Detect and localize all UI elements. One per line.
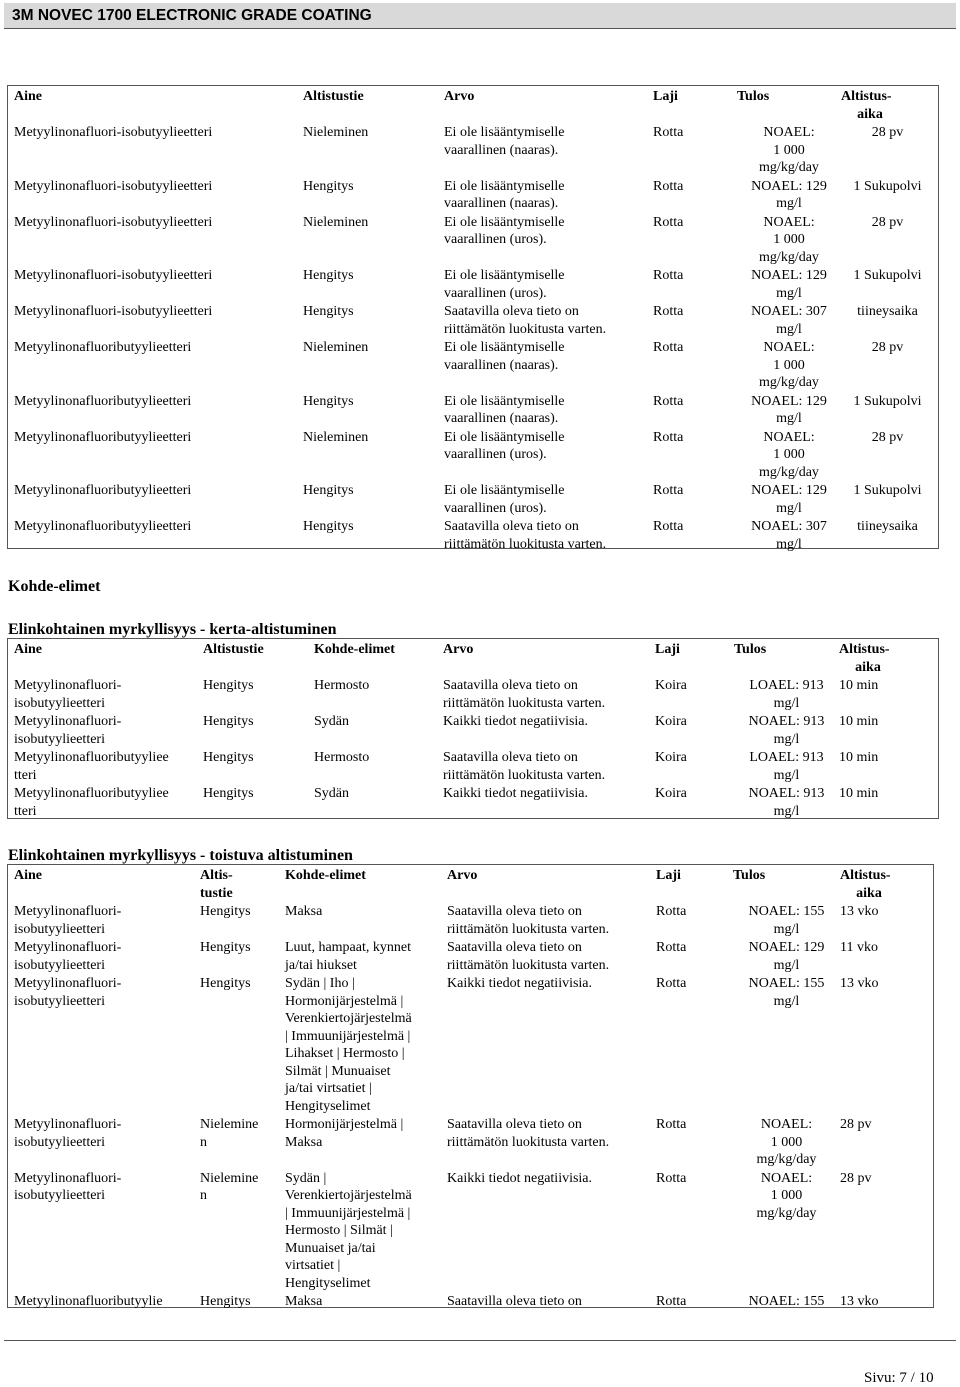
cell-aine: Metyylinonafluoributyylieetteri xyxy=(14,483,192,498)
cell-arvo: Kaikki tiedot negatiivisia. xyxy=(443,714,589,729)
cell-laji: Koira xyxy=(655,678,687,693)
cell-altistusaika: 13 vko xyxy=(840,904,879,919)
page-number: Sivu: 7 / 10 xyxy=(864,1370,934,1386)
cell-altistustie: Nieleminen xyxy=(303,429,369,445)
table-row xyxy=(14,213,934,267)
col-altistustie: Altistustie xyxy=(203,642,264,657)
cell-kohde-elimet: Sydän | Iho | Hormonijärjestelmä | Verenkiertojärjestelmä | Immuunijärjestelmä | Lihakset | Hermosto | Silmät | Munuaiset ja/tai virtsatiet | Hengityselimet xyxy=(285,976,412,1114)
cell-laji: Rotta xyxy=(653,340,684,355)
cell-aine: Metyylinonafluoributyylieetteri xyxy=(14,429,192,445)
cell-tulos: NOAEL: 1 000 mg/kg/day xyxy=(759,214,819,265)
cell-altistustie: Nielemine n xyxy=(200,1117,259,1150)
cell-aine: Metyylinonafluoributyylie xyxy=(14,1294,163,1309)
table-row xyxy=(14,974,929,1115)
cell-altistusaika: 1 Sukupolvi xyxy=(853,268,922,283)
cell-tulos: NOAEL: 155 xyxy=(748,1294,825,1309)
cell-tulos: NOAEL: 1 000 mg/kg/day xyxy=(756,1170,817,1221)
cell-altistustie: Nieleminen xyxy=(303,125,369,140)
cell-arvo: Saatavilla oleva tieto on xyxy=(447,1294,582,1309)
cell-laji: Rotta xyxy=(653,483,684,498)
cell-altistusaika: 1 Sukupolvi xyxy=(853,483,922,498)
cell-altistustie: Hengitys xyxy=(303,268,354,283)
cell-kohde-elimet: Maksa xyxy=(285,904,323,919)
cell-laji: Rotta xyxy=(653,268,684,283)
cell-altistusaika: 10 min xyxy=(839,750,879,765)
cell-altistustie: Nielemine n xyxy=(200,1170,259,1203)
table-row xyxy=(14,428,934,482)
cell-arvo: Ei ole lisääntymiselle vaarallinen (uros). xyxy=(444,214,565,247)
cell-aine: Metyylinonafluori- isobutyylieetteri xyxy=(14,976,122,1009)
cell-kohde-elimet: Hormonijärjestelmä | Maksa xyxy=(285,1117,404,1150)
footer-divider xyxy=(4,1340,956,1341)
table-row xyxy=(14,1169,929,1293)
col-arvo: Arvo xyxy=(444,89,475,104)
col-tulos: Tulos xyxy=(737,89,770,104)
cell-aine: Metyylinonafluori- isobutyylieetteri xyxy=(14,678,122,711)
cell-kohde-elimet: Sydän xyxy=(314,714,349,729)
table-row xyxy=(14,748,934,784)
col-aine: Aine xyxy=(14,89,42,104)
document-title: 3M NOVEC 1700 ELECTRONIC GRADE COATING xyxy=(12,7,372,24)
cell-aine: Metyylinonafluori-isobutyylieetteri xyxy=(14,268,213,283)
cell-laji: Rotta xyxy=(653,178,684,194)
cell-aine: Metyylinonafluori-isobutyylieetteri xyxy=(14,178,213,194)
cell-tulos: NOAEL: 129 mg/l xyxy=(751,178,827,211)
table-row xyxy=(14,302,934,338)
repeated-exposure-title: Elinkohtainen myrkyllisyys - toistuva altistuminen xyxy=(8,847,353,864)
cell-tulos: NOAEL: 913 mg/l xyxy=(748,714,825,747)
cell-tulos: NOAEL: 129 mg/l xyxy=(751,393,827,426)
cell-laji: Rotta xyxy=(653,393,684,409)
table-repeated-exposure xyxy=(14,866,929,1311)
cell-tulos: NOAEL: 129 mg/l xyxy=(751,483,827,516)
cell-altistusaika: 11 vko xyxy=(840,940,878,955)
table-reproductive xyxy=(14,87,934,553)
cell-altistusaika: 28 pv xyxy=(871,125,904,140)
col-altistusaika: Altistus- aika xyxy=(841,89,892,122)
cell-tulos: LOAEL: 913 mg/l xyxy=(749,750,824,783)
cell-altistustie: Nieleminen xyxy=(303,340,369,355)
cell-tulos: NOAEL: 155 mg/l xyxy=(748,904,825,937)
cell-arvo: Kaikki tiedot negatiivisia. xyxy=(447,976,593,991)
cell-arvo: Ei ole lisääntymiselle vaarallinen (naaras). xyxy=(444,340,565,373)
document-header xyxy=(4,3,956,28)
cell-altistusaika: 10 min xyxy=(839,678,879,693)
col-aine: Aine xyxy=(14,642,42,657)
cell-altistustie: Hengitys xyxy=(203,714,254,729)
cell-altistusaika: 10 min xyxy=(839,786,879,801)
cell-tulos: NOAEL: 1 000 mg/kg/day xyxy=(759,429,819,480)
cell-arvo: Saatavilla oleva tieto on riittämätön luokitusta varten. xyxy=(444,304,607,337)
table-row xyxy=(14,902,929,938)
cell-altistusaika: tiineysaika xyxy=(857,304,918,319)
cell-altistustie: Hengitys xyxy=(200,904,251,919)
header-divider xyxy=(4,28,956,29)
cell-arvo: Ei ole lisääntymiselle vaarallinen (uros). xyxy=(444,483,565,516)
cell-altistusaika: 28 pv xyxy=(871,340,904,355)
table-row xyxy=(14,266,934,302)
single-exposure-title: Elinkohtainen myrkyllisyys - kerta-altistuminen xyxy=(8,621,337,638)
col-altistusaika: Altistus- aika xyxy=(839,642,890,675)
cell-tulos: NOAEL: 129 mg/l xyxy=(748,940,825,973)
table-single-exposure xyxy=(14,640,934,820)
cell-tulos: NOAEL: 307 mg/l xyxy=(751,304,827,337)
col-altistusaika: Altistus- aika xyxy=(840,868,891,901)
table-row xyxy=(14,938,929,974)
cell-kohde-elimet: Sydän xyxy=(314,786,349,801)
cell-laji: Rotta xyxy=(653,125,684,140)
cell-laji: Koira xyxy=(655,714,687,729)
col-laji: Laji xyxy=(653,89,678,104)
col-kohde-elimet: Kohde-elimet xyxy=(285,868,366,883)
cell-kohde-elimet: Hermosto xyxy=(314,750,370,765)
cell-altistustie: Hengitys xyxy=(200,1294,251,1309)
col-aine: Aine xyxy=(14,868,42,883)
table-row xyxy=(14,712,934,748)
cell-altistusaika: 13 vko xyxy=(840,1294,879,1309)
cell-altistusaika: 28 pv xyxy=(871,214,904,230)
table-row xyxy=(14,1292,929,1311)
cell-aine: Metyylinonafluoributyylieetteri xyxy=(14,519,192,534)
section-title-kohde-elimet: Kohde-elimet xyxy=(8,578,101,595)
cell-arvo: Saatavilla oleva tieto on riittämätön luokitusta varten. xyxy=(443,750,606,783)
cell-altistusaika: 28 pv xyxy=(840,1170,872,1186)
cell-tulos: NOAEL: 913 mg/l xyxy=(748,786,825,819)
cell-arvo: Saatavilla oleva tieto on riittämätön luokitusta varten. xyxy=(447,940,610,973)
cell-arvo: Kaikki tiedot negatiivisia. xyxy=(443,786,589,801)
cell-tulos: NOAEL: 1 000 mg/kg/day xyxy=(759,125,819,175)
cell-arvo: Saatavilla oleva tieto on riittämätön luokitusta varten. xyxy=(443,678,606,711)
cell-laji: Rotta xyxy=(653,519,684,534)
cell-arvo: Ei ole lisääntymiselle vaarallinen (naaras). xyxy=(444,393,565,426)
cell-aine: Metyylinonafluori-isobutyylieetteri xyxy=(14,125,213,140)
col-kohde-elimet: Kohde-elimet xyxy=(314,642,395,657)
col-tulos: Tulos xyxy=(733,868,766,883)
cell-kohde-elimet: Hermosto xyxy=(314,678,370,693)
cell-laji: Rotta xyxy=(656,904,687,919)
cell-aine: Metyylinonafluori- isobutyylieetteri xyxy=(14,940,122,973)
cell-aine: Metyylinonafluoributyyliee tteri xyxy=(14,750,169,783)
cell-aine: Metyylinonafluoributyylieetteri xyxy=(14,340,192,355)
cell-arvo: Ei ole lisääntymiselle vaarallinen (uros). xyxy=(444,429,565,462)
table-row xyxy=(14,392,934,428)
cell-laji: Rotta xyxy=(653,214,684,230)
col-arvo: Arvo xyxy=(447,868,478,883)
cell-aine: Metyylinonafluoributyylieetteri xyxy=(14,393,192,409)
cell-altistustie: Hengitys xyxy=(203,750,254,765)
table-row xyxy=(14,123,934,177)
cell-arvo: Saatavilla oleva tieto on riittämätön luokitusta varten. xyxy=(447,1117,610,1150)
cell-laji: Rotta xyxy=(656,1294,687,1309)
cell-altistustie: Hengitys xyxy=(303,178,354,194)
table-header-row xyxy=(14,866,929,902)
cell-tulos: NOAEL: 155 mg/l xyxy=(748,976,825,1009)
table-row xyxy=(14,784,934,820)
col-tulos: Tulos xyxy=(734,642,767,657)
col-altistustie: Altis- tustie xyxy=(200,868,233,901)
cell-laji: Rotta xyxy=(653,429,684,445)
col-laji: Laji xyxy=(656,868,681,883)
cell-altistustie: Hengitys xyxy=(303,393,354,409)
cell-laji: Koira xyxy=(655,750,687,765)
cell-altistustie: Hengitys xyxy=(203,678,254,693)
cell-kohde-elimet: Maksa xyxy=(285,1294,323,1309)
cell-tulos: NOAEL: 307 mg/l xyxy=(751,519,827,552)
cell-altistustie: Hengitys xyxy=(203,786,254,801)
cell-altistusaika: 10 min xyxy=(839,714,879,729)
cell-aine: Metyylinonafluori- isobutyylieetteri xyxy=(14,1117,122,1150)
cell-laji: Rotta xyxy=(656,1170,687,1186)
table-header-row xyxy=(14,640,934,676)
cell-laji: Rotta xyxy=(656,940,687,955)
cell-aine: Metyylinonafluori- isobutyylieetteri xyxy=(14,904,122,937)
cell-altistustie: Hengitys xyxy=(303,304,354,319)
cell-altistusaika: 13 vko xyxy=(840,976,879,991)
cell-altistustie: Hengitys xyxy=(200,940,251,955)
cell-arvo: Saatavilla oleva tieto on riittämätön luokitusta varten. xyxy=(447,904,610,937)
cell-altistustie: Hengitys xyxy=(303,519,354,534)
cell-laji: Rotta xyxy=(656,1117,687,1132)
table-header-row xyxy=(14,87,934,123)
col-arvo: Arvo xyxy=(443,642,474,657)
cell-arvo: Kaikki tiedot negatiivisia. xyxy=(447,1170,593,1186)
cell-altistusaika: tiineysaika xyxy=(857,519,918,534)
cell-arvo: Ei ole lisääntymiselle vaarallinen (naaras). xyxy=(444,178,565,211)
cell-aine: Metyylinonafluori- isobutyylieetteri xyxy=(14,1170,122,1203)
table-row xyxy=(14,1115,929,1169)
cell-tulos: LOAEL: 913 mg/l xyxy=(749,678,824,711)
cell-altistusaika: 1 Sukupolvi xyxy=(853,393,922,409)
col-laji: Laji xyxy=(655,642,680,657)
cell-aine: Metyylinonafluori-isobutyylieetteri xyxy=(14,214,213,230)
table-row xyxy=(14,481,934,517)
cell-kohde-elimet: Luut, hampaat, kynnet ja/tai hiukset xyxy=(285,940,411,973)
cell-laji: Koira xyxy=(655,786,687,801)
cell-altistusaika: 28 pv xyxy=(871,429,904,445)
cell-aine: Metyylinonafluoributyyliee tteri xyxy=(14,786,169,819)
cell-arvo: Saatavilla oleva tieto on riittämätön luokitusta varten. xyxy=(444,519,607,552)
cell-laji: Rotta xyxy=(656,976,687,991)
cell-kohde-elimet: Sydän | Verenkiertojärjestelmä | Immuunijärjestelmä | Hermosto | Silmät | Munuaiset ja/tai virtsatiet | Hengityselimet xyxy=(285,1170,412,1291)
col-altistustie: Altistustie xyxy=(303,89,364,104)
cell-altistustie: Hengitys xyxy=(303,483,354,498)
cell-altistustie: Nieleminen xyxy=(303,214,369,230)
table-row xyxy=(14,676,934,712)
cell-aine: Metyylinonafluori-isobutyylieetteri xyxy=(14,304,213,319)
cell-laji: Rotta xyxy=(653,304,684,319)
cell-tulos: NOAEL: 1 000 mg/kg/day xyxy=(756,1117,817,1167)
cell-arvo: Ei ole lisääntymiselle vaarallinen (naaras). xyxy=(444,125,565,158)
table-row xyxy=(14,177,934,213)
cell-altistusaika: 1 Sukupolvi xyxy=(853,178,922,194)
cell-aine: Metyylinonafluori- isobutyylieetteri xyxy=(14,714,122,747)
table-row xyxy=(14,338,934,392)
cell-arvo: Ei ole lisääntymiselle vaarallinen (uros). xyxy=(444,268,565,301)
cell-altistusaika: 28 pv xyxy=(840,1117,872,1132)
table-row xyxy=(14,517,934,553)
cell-tulos: NOAEL: 1 000 mg/kg/day xyxy=(759,340,819,390)
cell-tulos: NOAEL: 129 mg/l xyxy=(751,268,827,301)
cell-altistustie: Hengitys xyxy=(200,976,251,991)
